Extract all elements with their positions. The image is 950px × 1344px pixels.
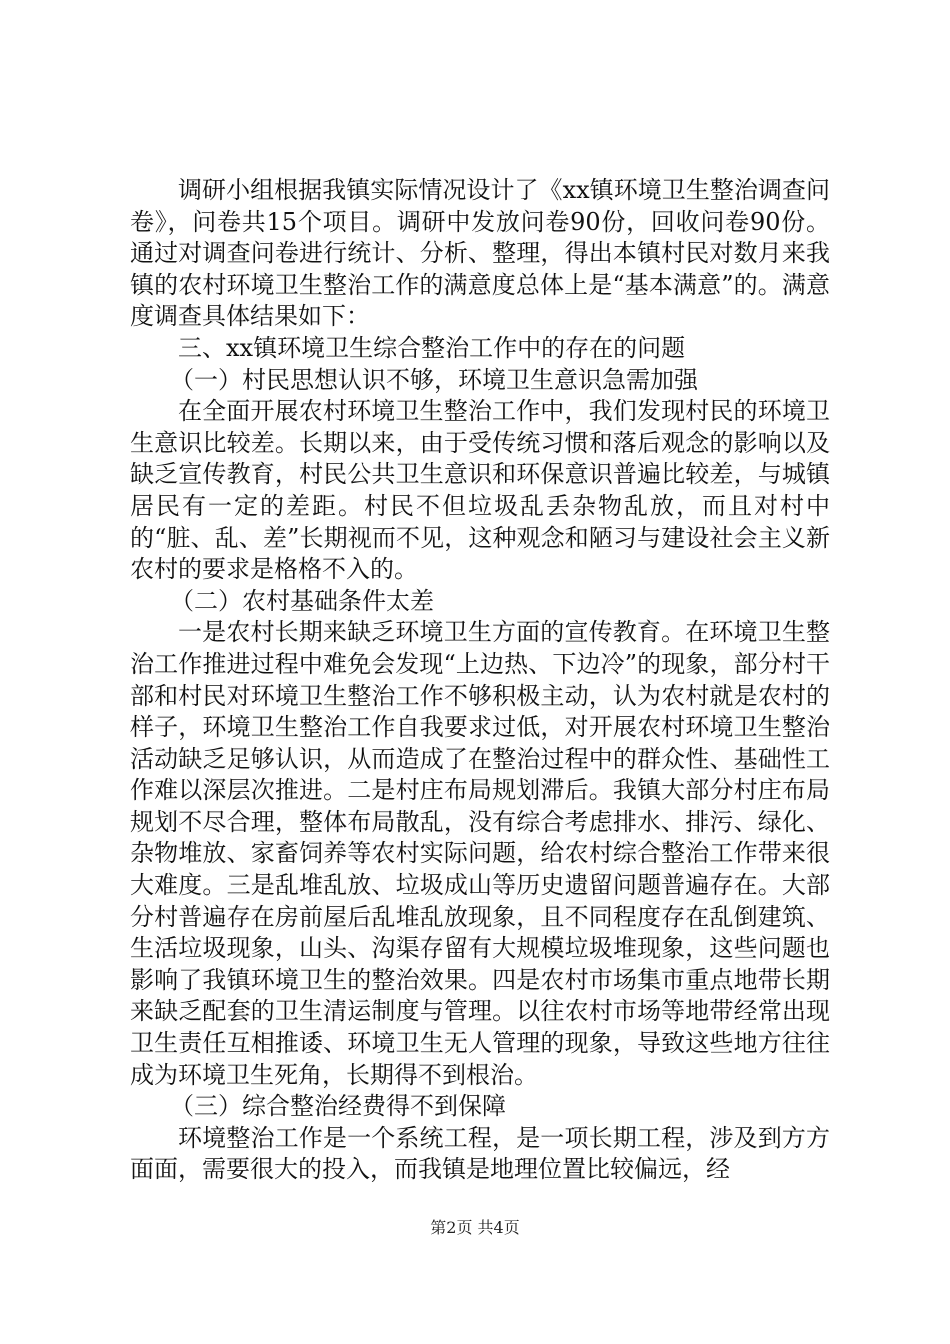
subheading-infrastructure: （二）农村基础条件太差 bbox=[170, 586, 434, 615]
subheading-awareness: （一）村民思想认识不够，环境卫生意识急需加强 bbox=[170, 365, 698, 394]
document-body bbox=[130, 175, 830, 1186]
subheading-funding: （三）综合整治经费得不到保障 bbox=[170, 1092, 506, 1121]
page-footer: 第2页 共4页 bbox=[430, 1218, 520, 1237]
section-heading-problems: 三、xx镇环境卫生综合整治工作中的存在的问题 bbox=[178, 333, 686, 362]
paragraph-funding: 环境整治工作是一个系统工程，是一项长期工程，涉及到方方面面，需要很大的投入，而我镇是地理位置比较偏远，经 bbox=[130, 1123, 830, 1184]
paragraph-survey-intro: 调研小组根据我镇实际情况设计了《xx镇环境卫生整治调查问卷》，问卷共15个项目。调研中发放问卷90份，回收问卷90份。通过对调查问卷进行统计、分析、整理，得出本镇村民对数月来我镇的农村环境卫生整治工作的满意度总体上是“基本满意”的。满意度调查具体结果如下： bbox=[130, 176, 830, 331]
paragraph-awareness: 在全面开展农村环境卫生整治工作中，我们发现村民的环境卫生意识比较差。长期以来，由于受传统习惯和落后观念的影响以及缺乏宣传教育，村民公共卫生意识和环保意识普遍比较差，与城镇居民有一定的差距。村民不但垃圾乱丢杂物乱放，而且对村中的“脏、乱、差”长期视而不见，这种观念和陋习与建设社会主义新农村的要求是格格不入的。 bbox=[130, 397, 830, 584]
paragraph-infrastructure: 一是农村长期来缺乏环境卫生方面的宣传教育。在环境卫生整治工作推进过程中难免会发现“上边热、下边冷”的现象，部分村干部和村民对环境卫生整治工作不够积极主动，认为农村就是农村的样子，环境卫生整治工作自我要求过低，对开展农村环境卫生整治活动缺乏足够认识，从而造成了在整治过程中的群众性、基础性工作难以深层次推进。二是村庄布局规划滞后。我镇大部分村庄布局规划不尽合理，整体布局散乱，没有综合考虑排水、排污、绿化、杂物堆放、家畜饲养等农村实际问题，给农村综合整治工作带来很大难度。三是乱堆乱放、垃圾成山等历史遗留问题普遍存在。大部分村普遍存在房前屋后乱堆乱放现象，且不同程度存在乱倒建筑、生活垃圾现象，山头、沟渠存留有大规模垃圾堆现象，这些问题也影响了我镇环境卫生的整治效果。四是农村市场集市重点地带长期来缺乏配套的卫生清运制度与管理。以往农村市场等地带经常出现卫生责任互相推诿、环境卫生无人管理的现象，导致这些地方往往成为环境卫生死角，长期得不到根治。 bbox=[130, 618, 830, 1089]
